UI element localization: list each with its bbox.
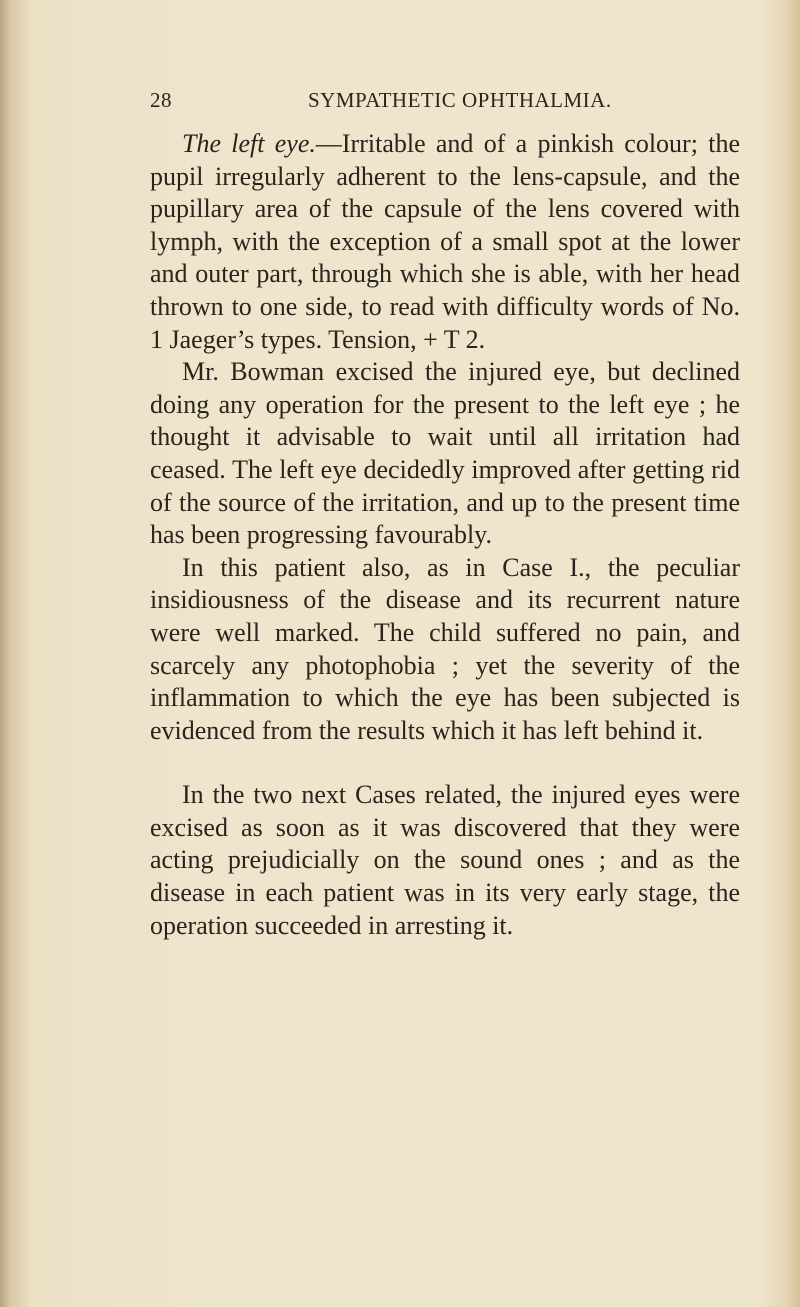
page-header — [150, 88, 750, 118]
paragraph-next-cases: In the two next Cases related, the injured eyes were excised as soon as it was discovered that they were acting prejudicially on the sound ones ; and as the disease in each patient was in its very early stage, the operation succeeded in arresting it. — [150, 780, 740, 940]
running-head: SYMPATHETIC OPHTHALMIA. — [308, 88, 612, 112]
left-eye-description: —Irritable and of a pinkish colour; the pupil irregularly adherent to the lens-capsule, and the pupillary area of the capsule of the lens covered with lymph, with the exception of a small spot at the lower and outer part, through which she is able, with her head thrown to one side, to read with difficulty words of No. 1 Jaeger’s types. Tension, + T 2. — [150, 129, 740, 354]
paragraph-left-eye — [150, 128, 740, 356]
paragraph-patient: In this patient also, as in Case I., the peculiar insidiousness of the disease and its recurrent nature were well marked. The child suffered no pain, and scarcely any photophobia ; yet the severity of the inflammation to which the eye has been subjected is evidenced from the results which it has left behind it. — [150, 552, 740, 745]
page-number: 28 — [150, 88, 172, 112]
paragraph-bowman: Mr. Bowman excised the injured eye, but declined doing any operation for the present to the left eye ; he thought it advisable to wait until all irritation had ceased. The left eye decidedly improved after getting rid of the source of the irritation, and up to the present time has been progressing favourably. — [150, 357, 740, 550]
left-eye-heading: The left eye. — [182, 129, 316, 158]
body-text — [150, 128, 740, 942]
